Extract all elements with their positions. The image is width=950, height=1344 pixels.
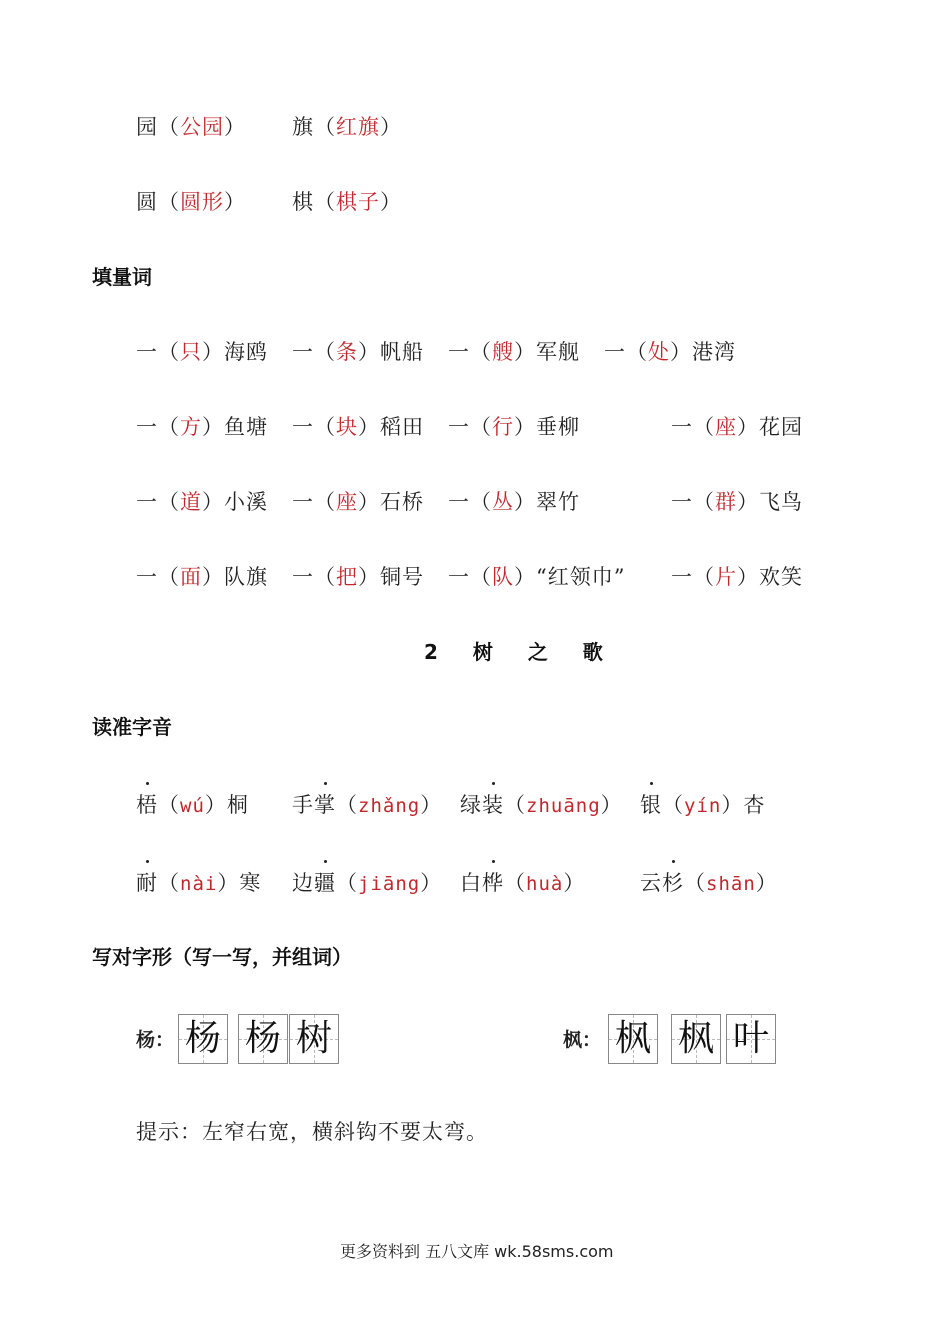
writing-grid-cell	[608, 1014, 658, 1064]
paren: ）	[224, 190, 246, 214]
char: 白	[460, 871, 482, 895]
pronunciation-item	[460, 791, 623, 820]
answer-measure-word: 座	[336, 490, 358, 514]
pronunciation-item	[292, 869, 442, 898]
answer-pinyin: yín	[684, 795, 722, 817]
paren: （	[158, 871, 180, 895]
measure-word-item	[448, 488, 580, 516]
paren: ）	[420, 871, 443, 895]
answer-measure-word: 片	[715, 565, 737, 589]
measure-word-item	[136, 563, 268, 591]
prefix: 一（	[448, 415, 492, 439]
measure-word-item	[671, 413, 803, 441]
answer-measure-word: 方	[180, 415, 202, 439]
noun: ）铜号	[358, 565, 424, 589]
writing-grid-cell	[238, 1014, 288, 1064]
paren: ）	[380, 190, 402, 214]
measure-word-item	[448, 563, 625, 591]
prefix: 一（	[292, 340, 336, 364]
paren: ）	[563, 871, 586, 895]
answer-measure-word: 座	[715, 415, 737, 439]
writing-char: 叶	[732, 1018, 769, 1059]
measure-word-item	[292, 413, 424, 441]
noun: ）石桥	[358, 490, 424, 514]
prefix: 一（	[448, 490, 492, 514]
paren: （	[158, 190, 180, 214]
noun: ）飞鸟	[737, 490, 803, 514]
answer-pinyin: zhuāng	[526, 795, 601, 817]
paren: （	[314, 190, 336, 214]
word-group-1	[136, 113, 246, 141]
writing-char: 杨	[244, 1018, 281, 1059]
measure-words-heading: 填量词	[92, 265, 152, 289]
char: 手	[292, 793, 314, 817]
noun: ）队旗	[202, 565, 268, 589]
paren: （	[684, 871, 706, 895]
answer-measure-word: 群	[715, 490, 737, 514]
answer-measure-word: 把	[336, 565, 358, 589]
prefix: 一（	[448, 565, 492, 589]
noun: ）翠竹	[514, 490, 580, 514]
answer-word: 红旗	[336, 115, 380, 139]
answer-measure-word: 块	[336, 415, 358, 439]
paren: （	[336, 793, 358, 817]
pronunciation-item	[136, 791, 249, 820]
noun: ）鱼塘	[202, 415, 268, 439]
dotted-char: 装	[482, 793, 504, 817]
answer-measure-word: 队	[492, 565, 514, 589]
paren: ）	[380, 115, 402, 139]
answer-word: 圆形	[180, 190, 224, 214]
answer-pinyin: nài	[180, 873, 218, 895]
noun: ）花园	[737, 415, 803, 439]
paren: （	[504, 793, 526, 817]
prefix: 一（	[604, 340, 648, 364]
paren: （	[314, 115, 336, 139]
paren: ）	[721, 793, 744, 817]
prefix: 一（	[292, 565, 336, 589]
char: 旗	[292, 115, 314, 139]
prefix: 一（	[448, 340, 492, 364]
writing-tip: 提示：左窄右宽，横斜钩不要太弯。	[136, 1120, 488, 1144]
writing-heading: 写对字形（写一写，并组词）	[92, 945, 352, 969]
pronunciation-heading: 读准字音	[92, 715, 172, 739]
prefix: 一（	[292, 415, 336, 439]
answer-pinyin: jiāng	[358, 873, 421, 895]
paren: ）	[755, 871, 778, 895]
measure-word-item	[671, 563, 803, 591]
writing-grid-cell	[178, 1014, 228, 1064]
char: 寒	[239, 871, 262, 895]
dotted-char: 疆	[314, 871, 336, 895]
noun: ）小溪	[202, 490, 268, 514]
dotted-char: 杉	[662, 871, 684, 895]
noun: ）帆船	[358, 340, 424, 364]
paren: ）	[420, 793, 443, 817]
answer-measure-word: 行	[492, 415, 514, 439]
paren: ）	[217, 871, 240, 895]
dotted-char: 梧	[136, 793, 158, 817]
dotted-char: 银	[640, 793, 662, 817]
paren: （	[158, 793, 180, 817]
dotted-char: 桦	[482, 871, 504, 895]
answer-measure-word: 丛	[492, 490, 514, 514]
measure-word-item	[136, 488, 268, 516]
answer-measure-word: 处	[648, 340, 670, 364]
writing-char: 枫	[677, 1018, 714, 1059]
word-group-4	[292, 188, 402, 216]
prefix: 一（	[671, 565, 715, 589]
char: 绿	[460, 793, 482, 817]
lesson-title: 2 树 之 歌	[424, 640, 617, 664]
measure-word-item	[292, 563, 424, 591]
measure-word-item	[136, 338, 268, 366]
pronunciation-item	[640, 869, 778, 898]
noun: ）军舰	[514, 340, 580, 364]
pronunciation-item	[292, 791, 442, 820]
pronunciation-item	[136, 869, 261, 898]
noun: ）稻田	[358, 415, 424, 439]
writing-grid-cell	[289, 1014, 339, 1064]
writing-char: 枫	[614, 1018, 651, 1059]
prefix: 一（	[136, 340, 180, 364]
answer-measure-word: 条	[336, 340, 358, 364]
answer-measure-word: 只	[180, 340, 202, 364]
measure-word-item	[136, 413, 268, 441]
paren: （	[158, 115, 180, 139]
char: 园	[136, 115, 158, 139]
noun: ）垂柳	[514, 415, 580, 439]
answer-measure-word: 道	[180, 490, 202, 514]
noun: ）港湾	[670, 340, 736, 364]
answer-pinyin: shān	[706, 873, 756, 895]
answer-measure-word: 面	[180, 565, 202, 589]
measure-word-item	[448, 413, 580, 441]
pronunciation-item	[640, 791, 765, 820]
paren: （	[336, 871, 358, 895]
prefix: 一（	[671, 415, 715, 439]
paren: ）	[224, 115, 246, 139]
page-footer: 更多资料到 五八文库 wk.58sms.com	[340, 1242, 614, 1261]
measure-word-item	[292, 488, 424, 516]
noun: ）欢笑	[737, 565, 803, 589]
char: 边	[292, 871, 314, 895]
prefix: 一（	[136, 565, 180, 589]
answer-pinyin: zhǎng	[358, 795, 421, 817]
noun: ）海鸥	[202, 340, 268, 364]
answer-measure-word: 艘	[492, 340, 514, 364]
answer-pinyin: wú	[180, 795, 205, 817]
noun: ）“红领巾”	[514, 565, 626, 589]
char: 桐	[226, 793, 249, 817]
prefix: 一（	[292, 490, 336, 514]
writing-char: 杨	[184, 1018, 221, 1059]
dotted-char: 掌	[314, 793, 336, 817]
writing-grid-cell	[671, 1014, 721, 1064]
writing-grid-cell	[726, 1014, 776, 1064]
writing-label-feng: 枫：	[563, 1029, 602, 1051]
measure-word-item	[604, 338, 736, 366]
answer-word: 公园	[180, 115, 224, 139]
prefix: 一（	[136, 490, 180, 514]
writing-label-yang: 杨：	[136, 1029, 175, 1051]
paren: ）	[204, 793, 227, 817]
answer-word: 棋子	[336, 190, 380, 214]
word-group-3	[136, 188, 246, 216]
prefix: 一（	[671, 490, 715, 514]
answer-pinyin: huà	[526, 873, 564, 895]
prefix: 一（	[136, 415, 180, 439]
measure-word-item	[671, 488, 803, 516]
pronunciation-item	[460, 869, 585, 898]
word-group-2	[292, 113, 402, 141]
paren: ）	[600, 793, 623, 817]
paren: （	[504, 871, 526, 895]
char: 圆	[136, 190, 158, 214]
measure-word-item	[292, 338, 424, 366]
paren: （	[662, 793, 684, 817]
writing-char: 树	[295, 1018, 332, 1059]
char: 云	[640, 871, 662, 895]
char: 棋	[292, 190, 314, 214]
char: 杏	[743, 793, 766, 817]
measure-word-item	[448, 338, 580, 366]
dotted-char: 耐	[136, 871, 158, 895]
